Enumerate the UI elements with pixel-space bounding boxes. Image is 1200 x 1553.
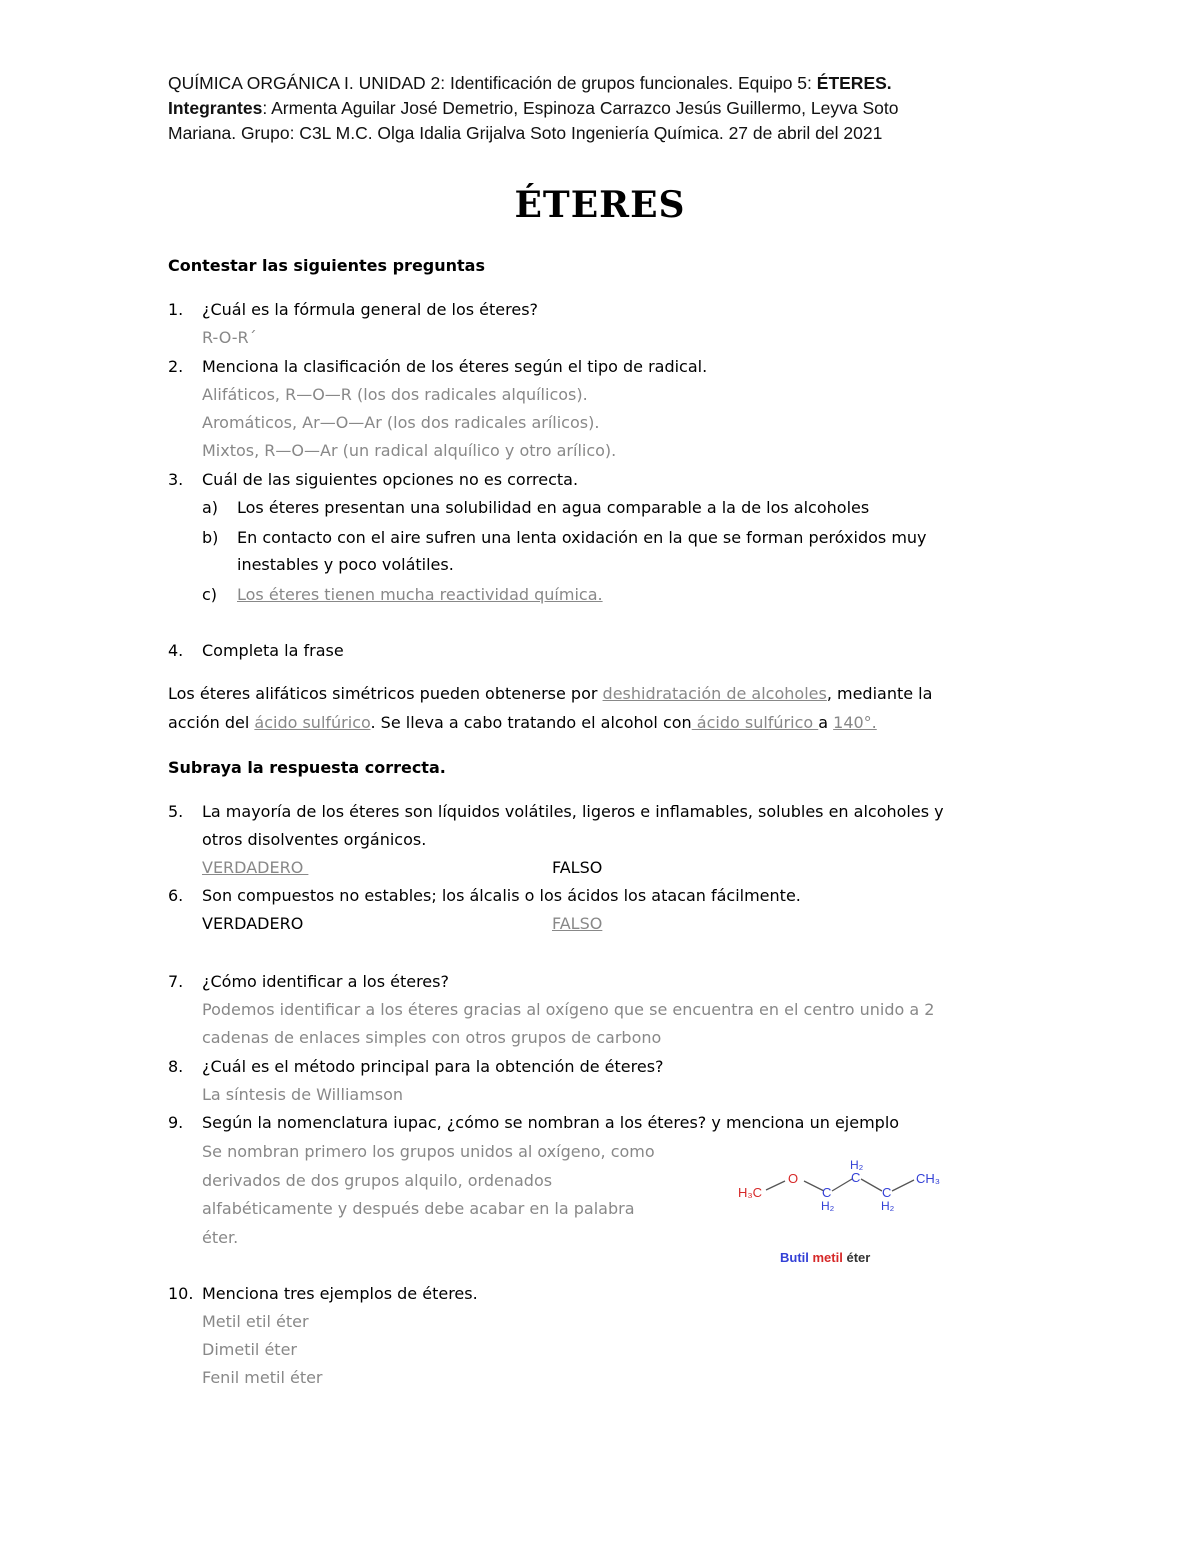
q9-answer-line-1: Se nombran primero los grupos unidos al oxígeno, como <box>202 1142 655 1161</box>
section-heading-questions: Contestar las siguientes preguntas <box>168 256 485 275</box>
q4-text: Completa la frase <box>202 641 344 660</box>
header-line-2: Integrantes: Armenta Aguilar José Demetrio, Espinoza Carrazco Jesús Guillermo, Leyva Soto <box>168 98 899 118</box>
page-title: ÉTERES <box>514 184 686 226</box>
mol-h2-1-label: H₂ <box>821 1199 835 1213</box>
mol-ch3-label: CH₃ <box>916 1171 941 1186</box>
q9-answer-line-2: derivados de dos grupos alquilo, ordenados <box>202 1171 553 1190</box>
q4-fill-4: 140°. <box>833 713 877 732</box>
q3-option-b-line-2: inestables y poco volátiles. <box>237 555 454 574</box>
q3-option-c-label: c) <box>202 585 218 604</box>
q4-fill-2: ácido sulfúrico <box>254 713 371 732</box>
q6-text: Son compuestos no estables; los álcalis o los ácidos los atacan fácilmente. <box>202 886 801 905</box>
q2-answer-1: Alifáticos, R—O—R (los dos radicales alquílicos). <box>202 385 588 404</box>
q6-option-falso: FALSO <box>552 914 603 933</box>
q4-fill-1: deshidratación de alcoholes <box>602 684 827 703</box>
q9-number: 9. <box>168 1113 184 1132</box>
q9-answer-line-4: éter. <box>202 1228 239 1247</box>
q2-answer-2: Aromáticos, Ar—O—Ar (los dos radicales arílicos). <box>202 413 600 432</box>
q7-answer-line-2: cadenas de enlaces simples con otros grupos de carbono <box>202 1028 662 1047</box>
q6-option-verdadero: VERDADERO <box>202 914 304 933</box>
q8-answer: La síntesis de Williamson <box>202 1085 404 1104</box>
q5-option-falso: FALSO <box>552 858 603 877</box>
butyl-methyl-ether-structure <box>730 1152 960 1272</box>
q5-option-verdadero: VERDADERO <box>202 858 309 877</box>
q1-answer: R-O-R´ <box>202 328 257 347</box>
mol-h2-2-label: H₂ <box>850 1158 864 1172</box>
section-heading-underline: Subraya la respuesta correcta. <box>168 758 446 777</box>
q7-text: ¿Cómo identificar a los éteres? <box>202 972 449 991</box>
q2-text: Menciona la clasificación de los éteres según el tipo de radical. <box>202 357 708 376</box>
q4-sentence-line-1: Los éteres alifáticos simétricos pueden obtenerse por deshidratación de alcoholes, mediante la <box>168 684 933 703</box>
q5-text-line-2: otros disolventes orgánicos. <box>202 830 427 849</box>
mol-h3c-label: H₃C <box>738 1185 763 1200</box>
q3-option-a: Los éteres presentan una solubilidad en agua comparable a la de los alcoholes <box>237 498 870 517</box>
q4-fill-3: ácido sulfúrico <box>691 713 819 732</box>
q5-text-line-1: La mayoría de los éteres son líquidos volátiles, ligeros e inflamables, solubles en alcoholes y <box>202 802 944 821</box>
q1-number: 1. <box>168 300 184 319</box>
q2-number: 2. <box>168 357 184 376</box>
q3-option-c-answer: Los éteres tienen mucha reactividad química. <box>237 585 603 604</box>
mol-carbon-2-label: C <box>851 1170 861 1185</box>
mol-h2-3-label: H₂ <box>881 1199 895 1213</box>
q8-number: 8. <box>168 1057 184 1076</box>
q4-sentence-line-2: acción del ácido sulfúrico. Se lleva a cabo tratando el alcohol con ácido sulfúrico a 140°. <box>168 713 877 732</box>
q10-answer-1: Metil etil éter <box>202 1312 309 1331</box>
q10-answer-3: Fenil metil éter <box>202 1368 323 1387</box>
molecule-caption: Butil metil éter <box>780 1250 871 1265</box>
q10-text: Menciona tres ejemplos de éteres. <box>202 1284 478 1303</box>
q5-number: 5. <box>168 802 184 821</box>
q3-option-b-line-1: En contacto con el aire sufren una lenta oxidación en la que se forman peróxidos muy <box>237 528 927 547</box>
q4-number: 4. <box>168 641 184 660</box>
q7-number: 7. <box>168 972 184 991</box>
q8-text: ¿Cuál es el método principal para la obtención de éteres? <box>202 1057 664 1076</box>
q10-answer-2: Dimetil éter <box>202 1340 297 1359</box>
q9-answer-line-3: alfabéticamente y después debe acabar en la palabra <box>202 1199 635 1218</box>
mol-carbon-3-label: C <box>882 1185 892 1200</box>
q3-option-a-label: a) <box>202 498 219 517</box>
mol-carbon-1-label: C <box>822 1185 832 1200</box>
q1-text: ¿Cuál es la fórmula general de los éteres? <box>202 300 539 319</box>
q9-text: Según la nomenclatura iupac, ¿cómo se nombran a los éteres? y menciona un ejemplo <box>202 1113 900 1132</box>
header-line-3: Mariana. Grupo: C3L M.C. Olga Idalia Grijalva Soto Ingeniería Química. 27 de abril del 2021 <box>168 123 883 143</box>
q3-number: 3. <box>168 470 184 489</box>
header-line-1: QUÍMICA ORGÁNICA I. UNIDAD 2: Identificación de grupos funcionales. Equipo 5: ÉTERES. <box>168 73 892 93</box>
q3-text: Cuál de las siguientes opciones no es correcta. <box>202 470 579 489</box>
mol-oxygen-label: O <box>788 1171 799 1186</box>
q10-number: 10. <box>168 1284 194 1303</box>
q3-option-b-label: b) <box>202 528 219 547</box>
q7-answer-line-1: Podemos identificar a los éteres gracias al oxígeno que se encuentra en el centro unido a 2 <box>202 1000 935 1019</box>
q6-number: 6. <box>168 886 184 905</box>
q2-answer-3: Mixtos, R—O—Ar (un radical alquílico y otro arílico). <box>202 441 617 460</box>
